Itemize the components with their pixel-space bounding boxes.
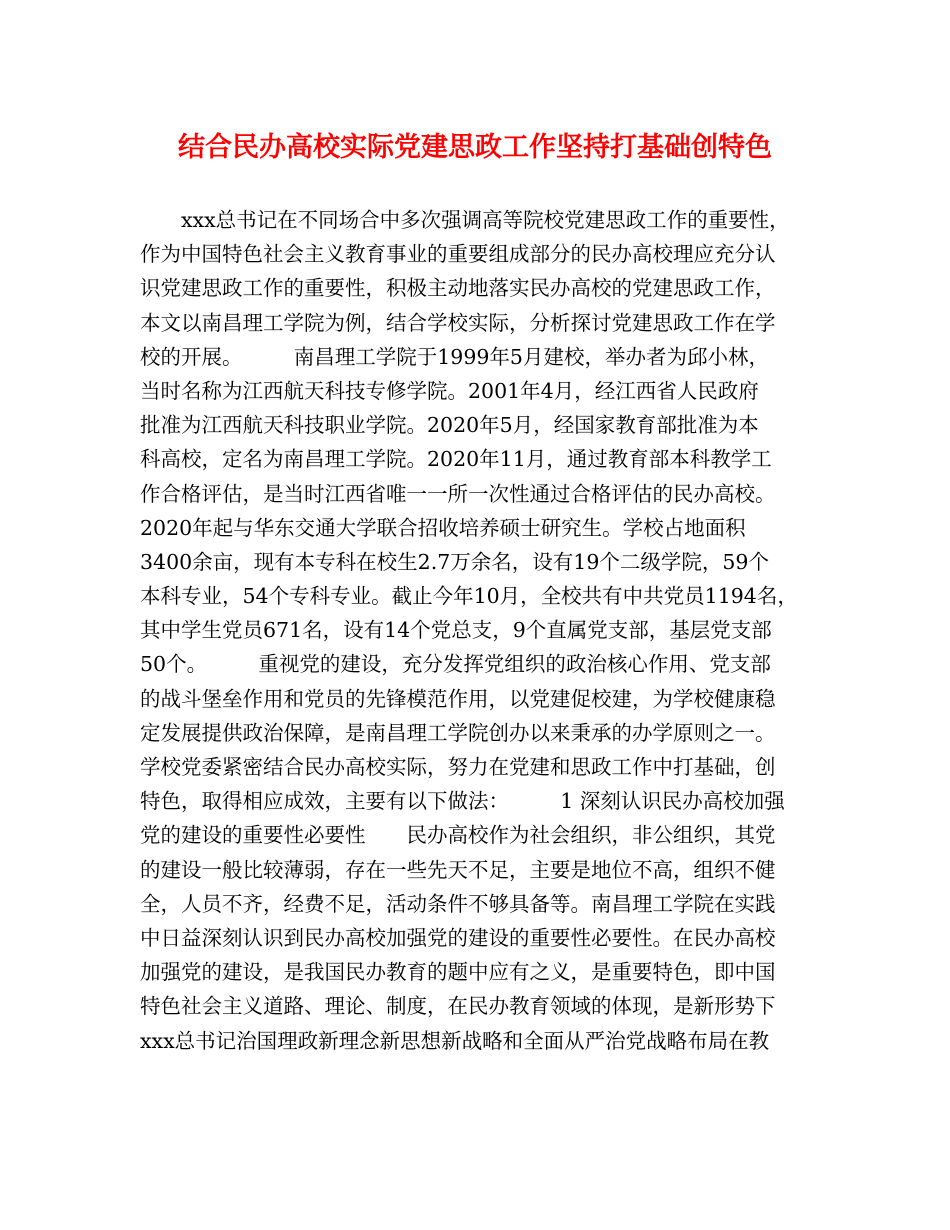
- body-line: 2020年起与华东交通大学联合招收培养硕士研究生。学校占地面积: [140, 515, 746, 540]
- body-line: 其中学生党员671名，设有14个党总支，9个直属党支部，基层党支部: [140, 618, 772, 643]
- body-line: 识党建思政工作的重要性，积极主动地落实民办高校的党建思政工作，: [140, 276, 776, 301]
- body-line: 特色社会主义道路、理论、制度，在民办教育领域的体现，是新形势下: [140, 994, 776, 1019]
- body-line: 定发展提供政治保障，是南昌理工学院创办以来秉承的办学原则之一。: [140, 720, 776, 745]
- body-line: 作合格评估，是当时江西省唯一一所一次性通过合格评估的民办高校。: [140, 481, 776, 506]
- body-line: 本文以南昌理工学院为例，结合学校实际，分析探讨党建思政工作在学: [140, 310, 776, 335]
- body-line: 本科专业，54个专科专业。截止今年10月，全校共有中共党员1194名，: [140, 584, 798, 609]
- body-line: 批准为江西航天科技职业学院。2020年5月，经国家教育部批准为本: [140, 413, 759, 438]
- body-line: 科高校，定名为南昌理工学院。2020年11月，通过教育部本科教学工: [140, 447, 772, 472]
- body-line: 全，人员不齐，经费不足，活动条件不够具备等。南昌理工学院在实践: [140, 891, 776, 916]
- body-line: 的建设一般比较薄弱，存在一些先天不足，主要是地位不高，组织不健: [140, 857, 776, 882]
- body-line: 校的开展。 南昌理工学院于1999年5月建校，举办者为邱小林，: [140, 344, 769, 369]
- body-line: 加强党的建设，是我国民办教育的题中应有之义，是重要特色，即中国: [140, 960, 776, 985]
- document-body: [140, 203, 825, 1058]
- body-line: 的战斗堡垒作用和党员的先锋模范作用，以党建促校建，为学校健康稳: [140, 686, 776, 711]
- body-line: 3400余亩，现有本专科在校生2.7万余名，设有19个二级学院，59个: [140, 549, 769, 574]
- body-line: 特色，取得相应成效，主要有以下做法： 1 深刻认识民办高校加强: [140, 789, 785, 814]
- body-line: 作为中国特色社会主义教育事业的重要组成部分的民办高校理应充分认: [140, 242, 776, 267]
- body-line: 学校党委紧密结合民办高校实际，努力在党建和思政工作中打基础，创: [140, 755, 776, 779]
- body-line: 党的建设的重要性必要性 民办高校作为社会组织，非公组织，其党: [140, 823, 776, 848]
- body-line: 中日益深刻认识到民办高校加强党的建设的重要性必要性。在民办高校: [140, 925, 776, 950]
- document-title: 结合民办高校实际党建思政工作坚持打基础创特色: [178, 132, 772, 163]
- body-line: 当时名称为江西航天科技专修学院。2001年4月，经江西省人民政府: [140, 378, 759, 403]
- body-line: xxx总书记在不同场合中多次强调高等院校党建思政工作的重要性，: [140, 208, 790, 232]
- body-line: 50个。 重视党的建设，充分发挥党组织的政治核心作用、党支部: [140, 652, 771, 677]
- body-line: xxx总书记治国理政新理念新思想新战略和全面从严治党战略布局在教: [140, 1028, 770, 1053]
